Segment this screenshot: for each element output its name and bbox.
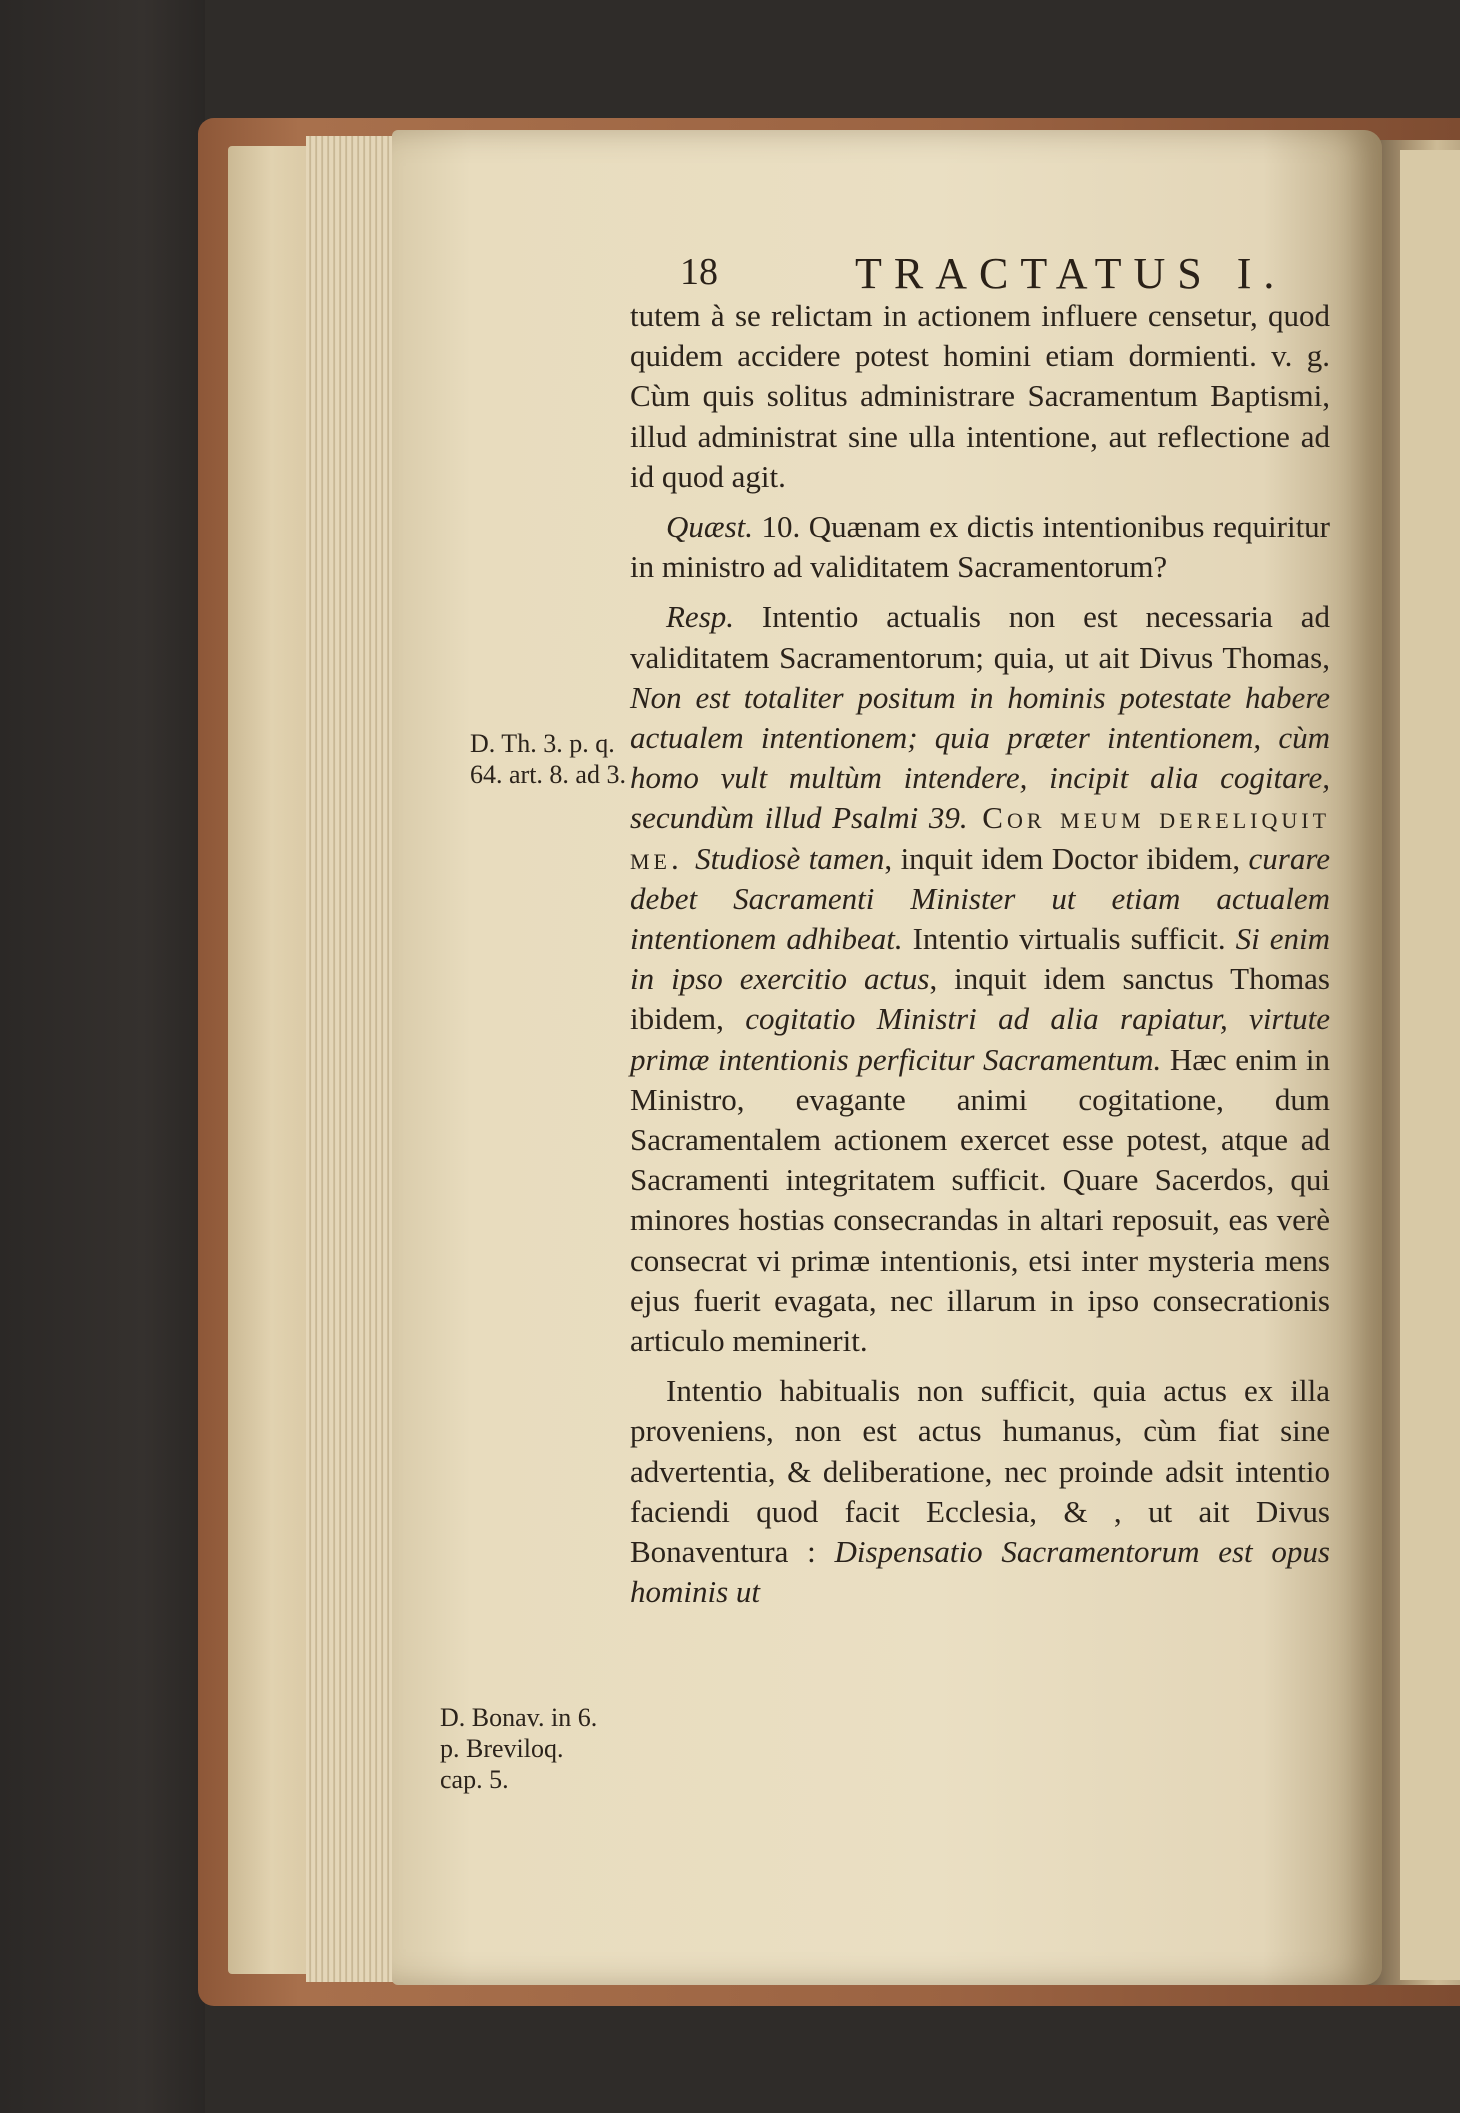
paragraph xyxy=(630,597,1330,1361)
text-segment: , inquit idem Doctor ibidem, xyxy=(884,840,1249,876)
text-segment: Non est totaliter positum in hominis potestate habere actualem intentionem; quia præter intentionem, cùm homo vult multùm intendere, incipit alia cogitare, secundùm illud Psalmi 39. xyxy=(630,679,1330,836)
running-title: TRACTATUS I. xyxy=(855,249,1287,298)
facing-page-edge xyxy=(1400,150,1460,1980)
text-segment: Si enim in ipso exercitio actus xyxy=(630,921,1330,997)
paragraph xyxy=(630,507,1330,587)
text-segment: 10. Quænam ex dictis intentionibus requiritur in ministro ad validitatem Sacramentorum? xyxy=(630,509,1330,585)
text-segment: Intentio virtualis sufficit. xyxy=(902,921,1236,957)
text-segment: Cor meum dereliquit me. xyxy=(630,800,1331,876)
page-number: 18 xyxy=(680,251,718,293)
text-segment: Studiosè tamen xyxy=(695,840,885,876)
text-segment: , inquit idem sanctus Thomas ibidem, xyxy=(630,961,1330,1037)
paragraph xyxy=(630,1371,1330,1612)
body-text xyxy=(630,296,1330,1613)
text-segment: Intentio habitualis non sufficit, quia actus ex illa proveniens, non est actus humanus, cùm fiat sine advertentia, & deliberatione, nec proinde adsit intentio faciendi quod facit Ecclesia, & , ut ait Divus Bonaventura : xyxy=(630,1373,1330,1570)
margin-note-bonaventura: D. Bonav. in 6. p. Breviloq. cap. 5. xyxy=(440,1703,598,1794)
text-segment: tutem à se relictam in actionem influere censetur, quod quidem accidere potest homini etiam dormienti. v. g. Cùm quis solitus administrare Sacramentum Baptismi, illud administrat sine ulla intentione, aut reflectione ad id quod agit. xyxy=(630,298,1330,494)
text-segment: cogitatio Ministri ad alia rapiatur, virtute primæ intentionis perficitur Sacramentum. xyxy=(630,1001,1330,1077)
text-segment: Intentio actualis non est necessaria ad validitatem Sacramentorum; quia, ut ait Divus Thomas, xyxy=(630,599,1330,675)
text-segment: Hæc enim in Ministro, evagante animi cogitatione, dum Sacramentalem actionem exercet esse potest, atque ad Sacramenti integritatem sufficit. Quare Sacerdos, qui minores hostias consecrandas in altari reposuit, eas verè consecrat vi primæ intentionis, etsi inter mysteria mens ejus fuerit evagata, nec illarum in ipso consecrationis articulo meminerit. xyxy=(630,1041,1330,1359)
paragraph xyxy=(630,296,1330,497)
margin-note-thomas: D. Th. 3. p. q. 64. art. 8. ad 3. xyxy=(470,729,626,789)
text-segment: Quæst. xyxy=(666,509,753,545)
text-segment: Resp. xyxy=(666,599,735,635)
text-segment: curare debet Sacramenti Minister ut etiam actualem intentionem adhibeat. xyxy=(630,840,1330,957)
text-segment: Dispensatio Sacramentorum est opus hominis ut xyxy=(630,1534,1330,1610)
page-edges xyxy=(306,136,402,1982)
background-shadow xyxy=(0,0,205,2113)
